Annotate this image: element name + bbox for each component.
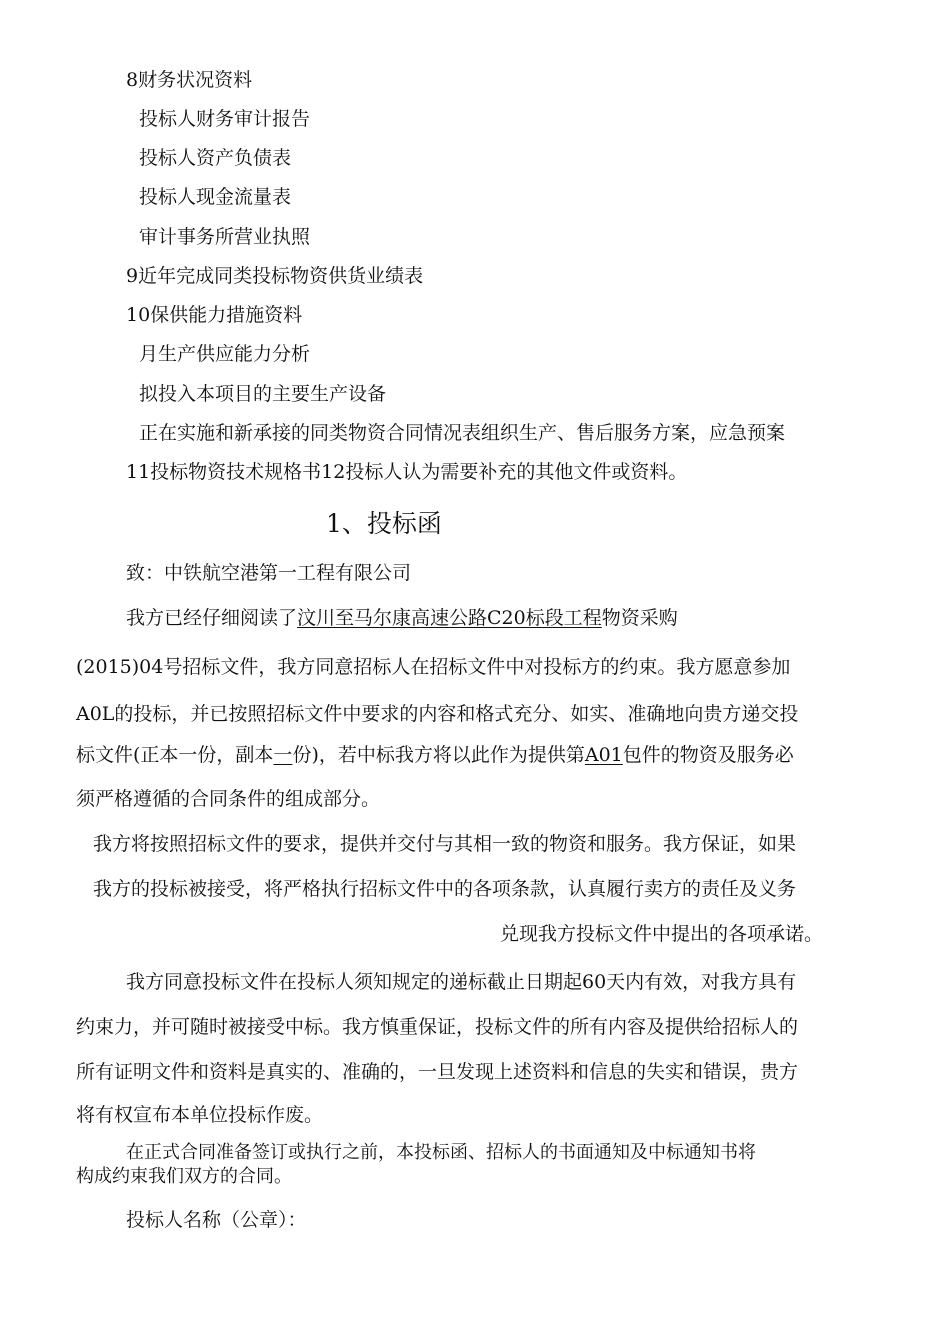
signature-label: 投标人名称（公章）： <box>126 1209 307 1231</box>
toc-item-8: 8财务状况资料 <box>126 69 253 91</box>
p1-suffix: 物资采购 <box>601 607 678 629</box>
toc-item-10-contracts: 正在实施和新承接的同类物资合同情况表组织生产、售后服务方案，应急预案 <box>139 422 786 444</box>
paragraph-2-line-2: 我方的投标被接受，将严格执行招标文件中的各项条款，认真履行卖方的责任及义务 <box>93 878 797 900</box>
paragraph-3-line-4: 将有权宣布本单位投标作废。 <box>76 1104 324 1126</box>
paragraph-4-line-2: 构成约束我们双方的合同。 <box>76 1166 292 1187</box>
toc-item-8-audit-report: 投标人财务审计报告 <box>139 108 311 130</box>
paragraph-1-line-4 <box>76 743 794 767</box>
paragraph-3-line-2: 约束力，并可随时被接受中标。我方慎重保证，投标文件的所有内容及提供给招标人的 <box>76 1016 799 1038</box>
toc-item-10-equipment: 拟投入本项目的主要生产设备 <box>139 383 387 405</box>
p1-line4-part-c: 包件的物资及服务必 <box>622 744 794 766</box>
paragraph-1-line-2: (2015)04号招标文件，我方同意招标人在招标文件中对投标方的约束。我方愿意参加 <box>76 656 791 678</box>
toc-item-10: 10保供能力措施资料 <box>126 304 303 326</box>
project-name: 汶川至马尔康高速公路C20标段工程 <box>297 607 602 629</box>
toc-item-8-business-license: 审计事务所营业执照 <box>139 226 311 248</box>
recipient-line: 致：中铁航空港第一工程有限公司 <box>126 562 412 584</box>
package-number: A01 <box>584 744 623 766</box>
p1-prefix: 我方已经仔细阅读了 <box>126 607 298 629</box>
paragraph-2-line-3: 兑现我方投标文件中提出的各项承诺。 <box>500 923 824 945</box>
paragraph-1-line-5: 须严格遵循的合同条件的组成部分。 <box>76 788 381 810</box>
toc-item-9: 9近年完成同类投标物资供货业绩表 <box>126 265 424 287</box>
paragraph-1-line-1 <box>126 606 678 630</box>
toc-item-8-cash-flow: 投标人现金流量表 <box>139 186 292 208</box>
p1-line4-part-b: 份)，若中标我方将以此作为提供第 <box>292 744 585 766</box>
paragraph-4-line-1: 在正式合同准备签订或执行之前，本投标函、招标人的书面通知及中标通知书将 <box>126 1142 756 1163</box>
section-title: 1、投标函 <box>326 509 442 538</box>
paragraph-1-line-3: A0L的投标，并已按照招标文件中要求的内容和格式充分、如实、准确地向贵方递交投 <box>76 703 799 725</box>
p1-line4-part-a: 标文件(正本一份，副本 <box>76 744 274 766</box>
paragraph-3-line-3: 所有证明文件和资料是真实的、准确的，一旦发现上述资料和信息的失实和错误，贵方 <box>76 1061 799 1083</box>
copies-count: 一 <box>273 744 293 766</box>
toc-item-11-12: 11投标物资技术规格书12投标人认为需要补充的其他文件或资料。 <box>126 461 688 483</box>
toc-item-10-capacity: 月生产供应能力分析 <box>139 343 311 365</box>
paragraph-3-line-1: 我方同意投标文件在投标人须知规定的递标截止日期起60天内有效，对我方具有 <box>126 971 797 993</box>
paragraph-2-line-1: 我方将按照招标文件的要求，提供并交付与其相一致的物资和服务。我方保证，如果 <box>93 833 797 855</box>
toc-item-8-balance-sheet: 投标人资产负债表 <box>139 147 292 169</box>
